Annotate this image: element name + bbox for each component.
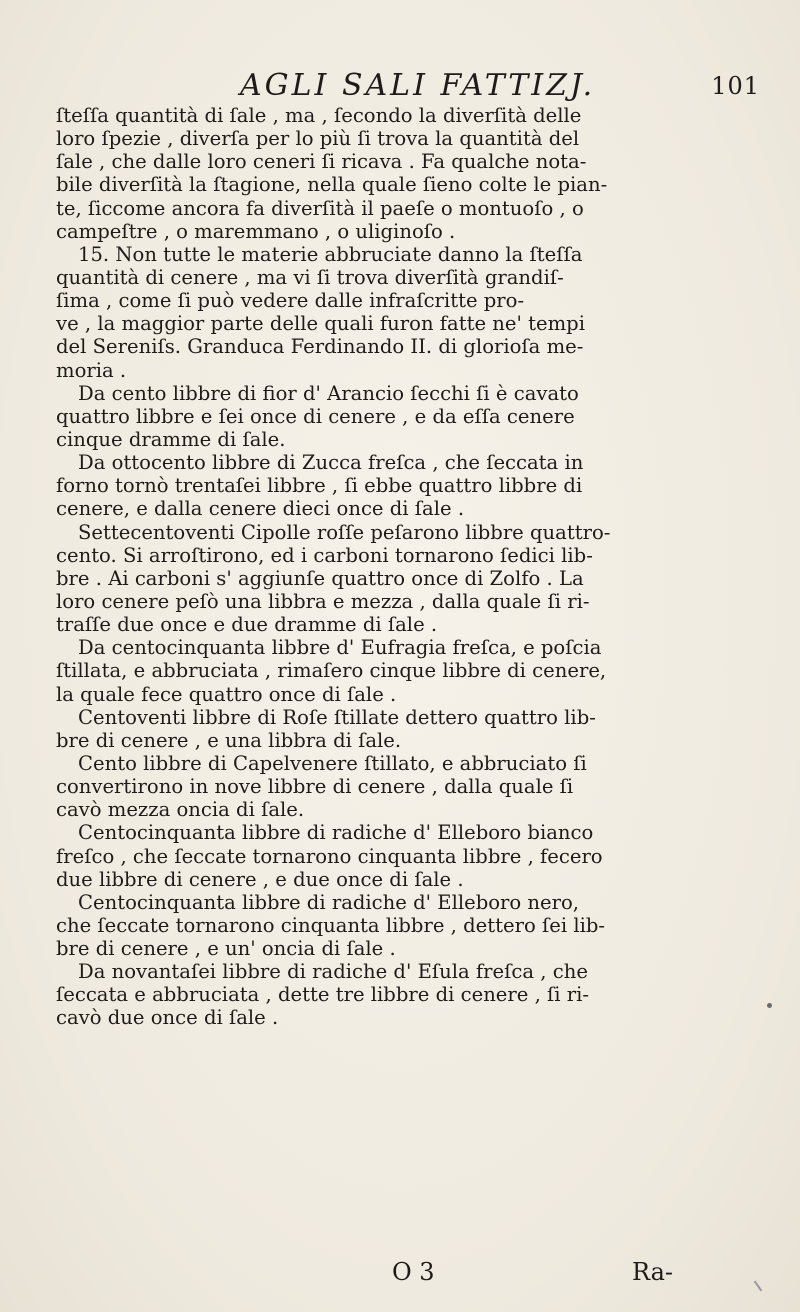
text-line: cinque dramme di ſale.: [56, 427, 286, 451]
paragraph-start: Da novantaſei libbre di radiche d' Eſula freſca , che: [78, 960, 588, 984]
text-line: bre di cenere , e una libbra di ſale.: [56, 728, 402, 752]
text-line: quattro libbre e ſei once di cenere , e da eſſa cenere: [56, 404, 575, 428]
catchword: Ra-: [632, 1258, 674, 1286]
margin-mark: [754, 1281, 763, 1292]
paragraph-start: Da centocinquanta libbre d' Eufragia freſca, e poſcia: [78, 636, 602, 660]
paragraph-start: Settecentoventi Cipolle roſſe peſarono libbre quattro-: [78, 520, 611, 544]
paragraph-start: Cento libbre di Capelvenere ſtillato, e abbruciato ſi: [78, 751, 587, 775]
text-line: convertirono in nove libbre di cenere , dalla quale ſi: [56, 775, 574, 799]
text-line: traſſe due once e due dramme di ſale .: [56, 613, 438, 637]
text-line: bre di cenere , e un' oncia di ſale .: [56, 937, 396, 961]
body-text: [56, 104, 766, 1030]
running-title: AGLI SALI FATTIZJ.: [240, 68, 596, 103]
text-line: cento. Si arroſtirono, ed i carboni tornarono ſedici lib-: [56, 543, 593, 567]
text-line: due libbre di cenere , e due once di ſale .: [56, 867, 464, 891]
text-line: moria .: [56, 358, 127, 382]
page-number: 101: [711, 72, 760, 100]
text-line: forno tornò trentaſei libbre , ſi ebbe quattro libbre di: [56, 474, 583, 498]
signature-mark: O 3: [392, 1258, 435, 1286]
text-line: bre . Ai carboni s' aggiunſe quattro once di Zolfo . La: [56, 566, 584, 590]
text-line: ſeccata e abbruciata , dette tre libbre di cenere , ſi ri-: [56, 983, 590, 1007]
text-line: cavò due once di ſale .: [56, 1006, 279, 1030]
text-line: la quale fece quattro once di ſale .: [56, 682, 397, 706]
margin-dot: [767, 1003, 772, 1008]
text-line: del Sereniſs. Granduca Ferdinando II. di glorioſa me-: [56, 335, 584, 359]
text-line: ve , la maggior parte delle quali furon fatte ne' tempi: [56, 312, 585, 336]
text-line: cavò mezza oncia di ſale.: [56, 798, 305, 822]
text-line: ſale , che dalle loro ceneri ſi ricava . Fa qualche nota-: [56, 150, 587, 174]
paragraph-start: Centocinquanta libbre di radiche d' Elleboro bianco: [78, 821, 594, 845]
text-line: freſco , che ſeccate tornarono cinquanta libbre , fecero: [56, 844, 603, 868]
paragraph-start: Centocinquanta libbre di radiche d' Elleboro nero,: [78, 890, 580, 914]
text-line: te, ſiccome ancora fa diverſità il paeſe o montuoſo , o: [56, 196, 584, 220]
running-head: [240, 68, 760, 103]
text-line: ſteſſa quantità di ſale , ma , ſecondo la diverſità delle: [56, 104, 582, 127]
text-line: che ſeccate tornarono cinquanta libbre , dettero ſei lib-: [56, 913, 606, 937]
text-line: ſtillata, e abbruciata , rimaſero cinque libbre di cenere,: [56, 659, 607, 683]
text-line: loro ſpezie , diverſa per lo più ſi trova la quantità del: [56, 127, 580, 151]
text-line: ſima , come ſi può vedere dalle infraſcritte pro-: [56, 289, 525, 313]
paragraph-start: 15. Non tutte le materie abbruciate danno la ſteſſa: [78, 242, 583, 266]
paragraph-start: Da ottocento libbre di Zucca freſca , che ſeccata in: [78, 451, 584, 475]
paragraph-start: Da cento libbre di fior d' Arancio ſecchi ſi è cavato: [78, 381, 579, 405]
text-line: loro cenere peſò una libbra e mezza , dalla quale ſi ri-: [56, 589, 590, 613]
text-line: campeſtre , o maremmano , o uliginoſo .: [56, 219, 456, 243]
text-line: quantità di cenere , ma vi ſi trova diverſità grandiſ-: [56, 265, 564, 289]
text-line: bile diverſità la ſtagione, nella quale ſieno colte le pian-: [56, 173, 608, 197]
text-line: cenere, e dalla cenere dieci once di ſale .: [56, 497, 465, 521]
paragraph-start: Centoventi libbre di Roſe ſtillate dettero quattro lib-: [78, 705, 596, 729]
